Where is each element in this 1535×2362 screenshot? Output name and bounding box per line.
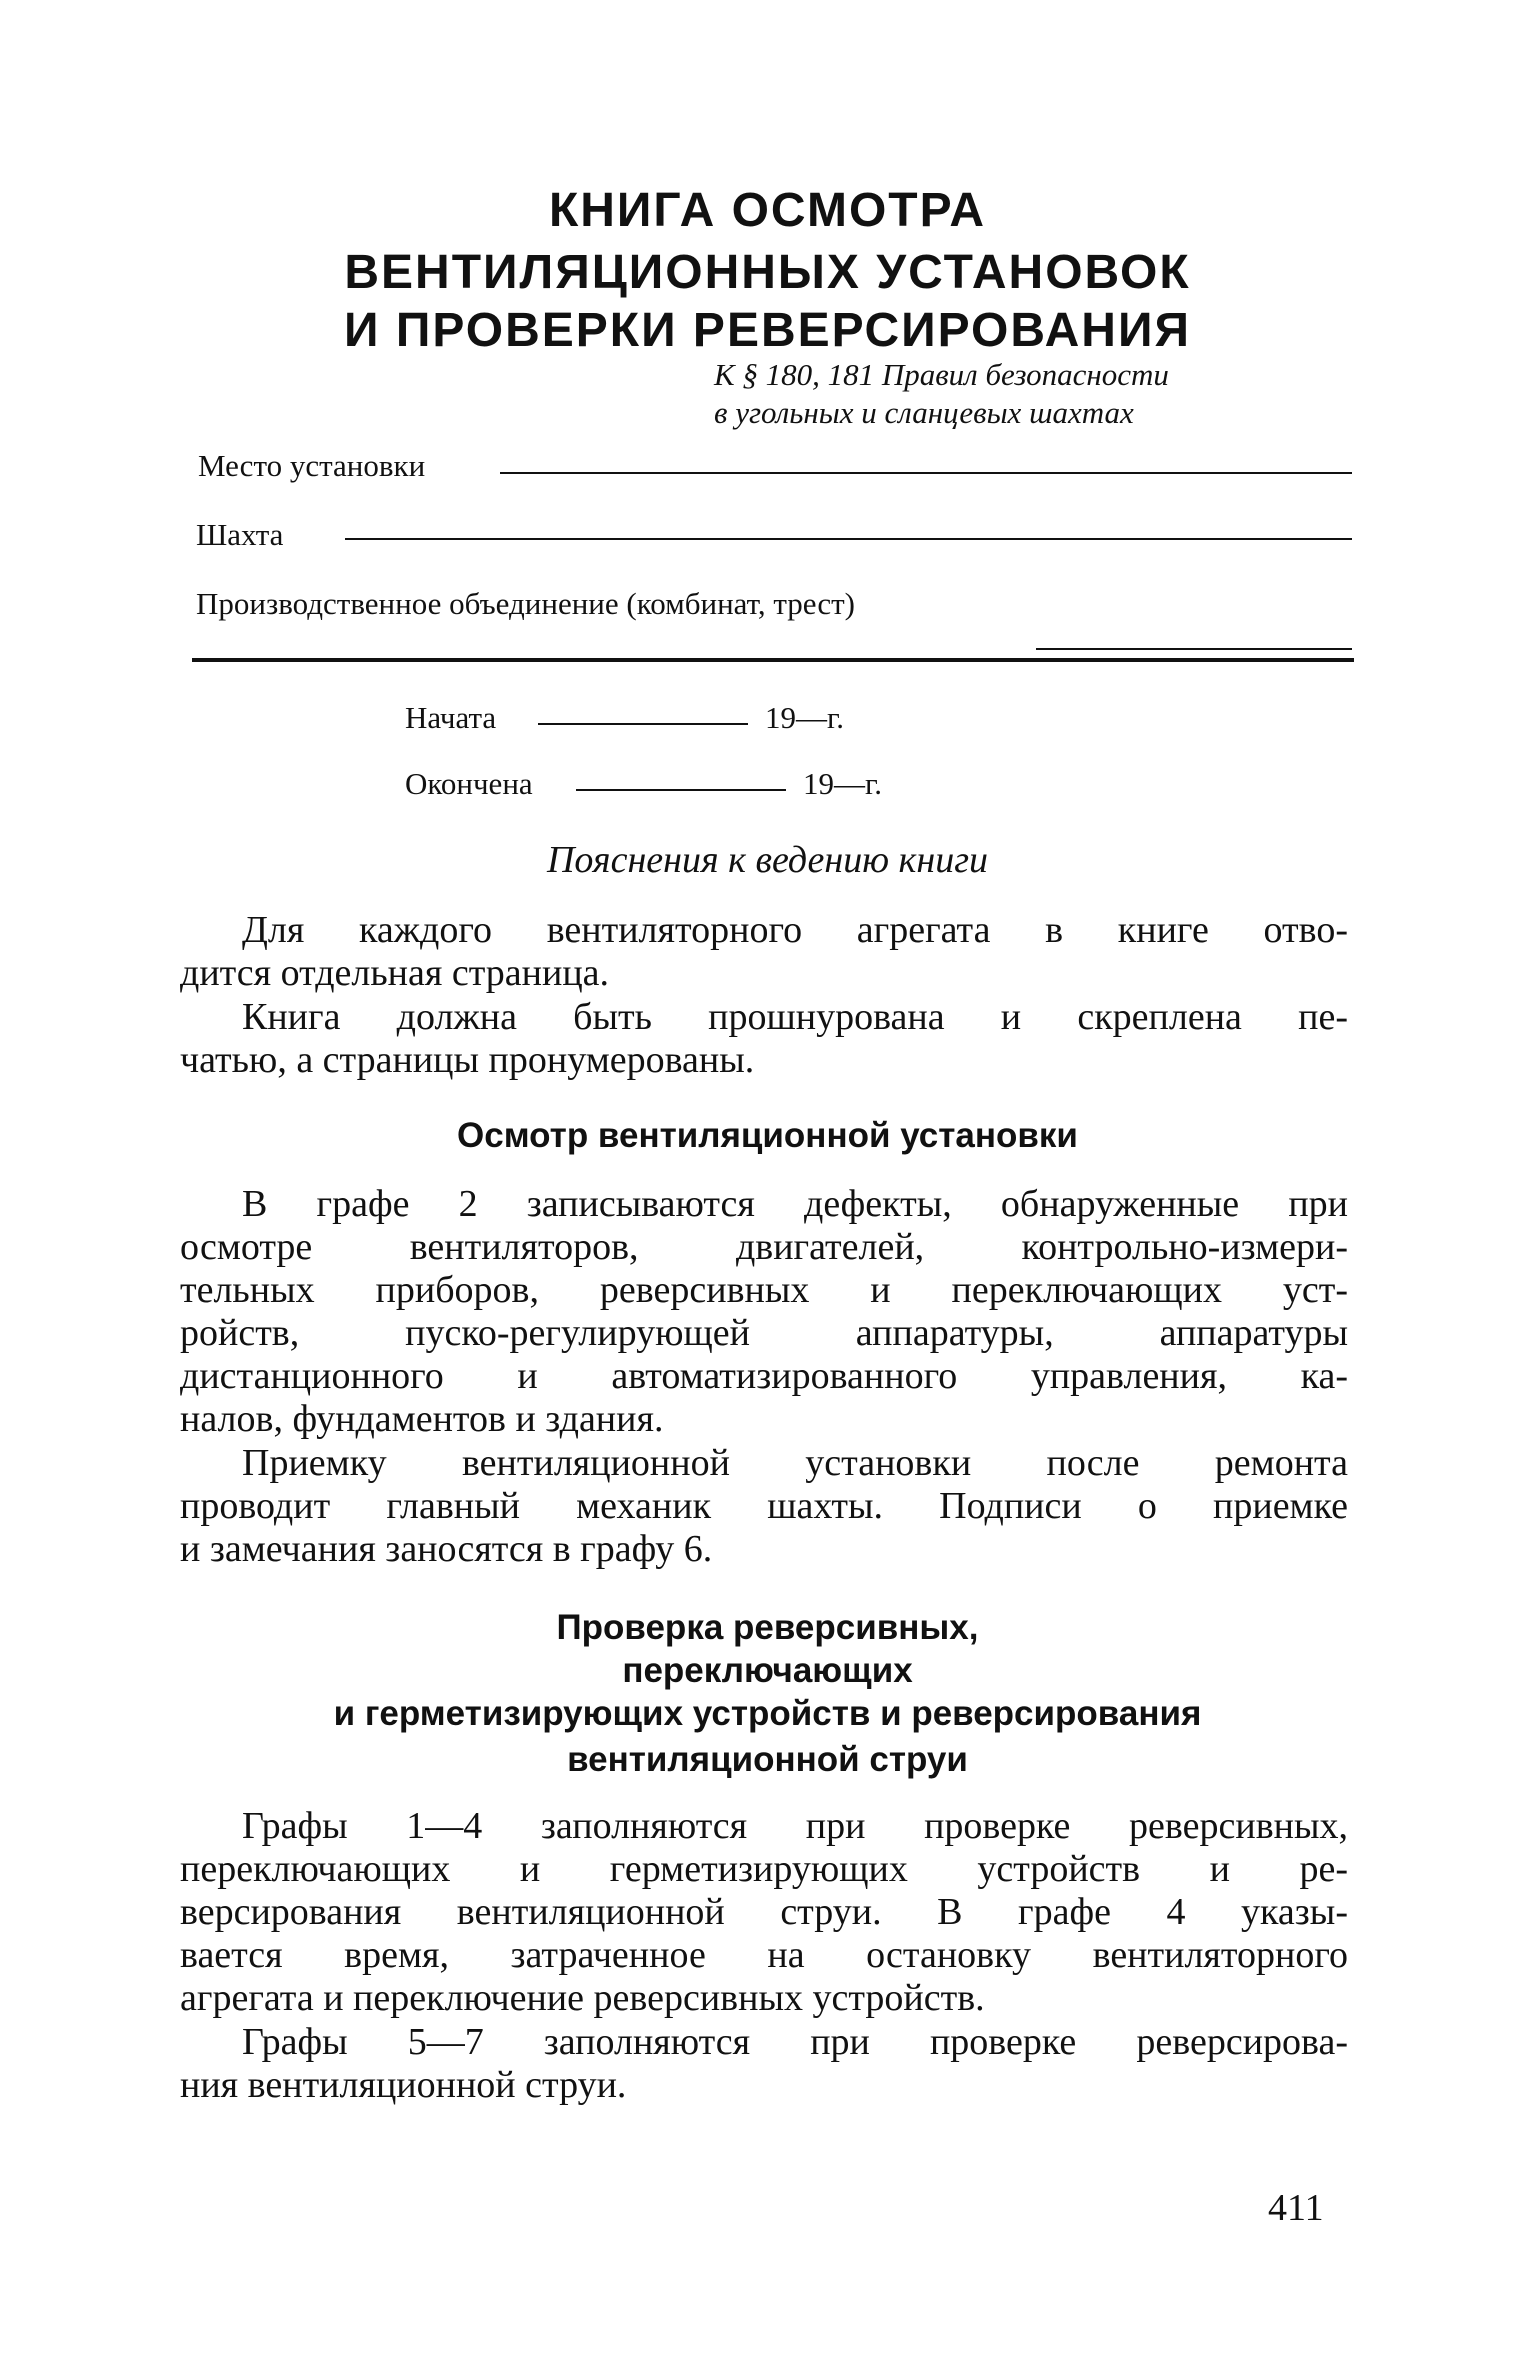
started-blank-line: [538, 723, 748, 725]
paragraph-line: переключающих и герметизирующих устройств и ре-: [180, 1848, 1348, 1890]
inspection-paragraph-1: [180, 1183, 1348, 1441]
title-line-3: И ПРОВЕРКИ РЕВЕРСИРОВАНИЯ: [344, 304, 1191, 357]
started-year: 19—г.: [765, 700, 844, 735]
location-label: Место установки: [198, 448, 426, 483]
inspection-paragraph-2: [180, 1442, 1348, 1571]
paragraph-line: ния вентиляционной струи.: [180, 2064, 627, 2106]
reversing-section-heading-line-2: переключающих: [622, 1651, 913, 1690]
inspection-section-heading: Осмотр вентиляционной установки: [457, 1116, 1078, 1155]
mine-label: Шахта: [196, 517, 284, 552]
location-blank-line: [500, 472, 1352, 474]
page-number: 411: [1268, 2187, 1324, 2229]
paragraph-line: налов, фундаментов и здания.: [180, 1398, 664, 1440]
paragraph-line: В графе 2 записываются дефекты, обнаруженные при: [242, 1183, 1348, 1225]
paragraph-line: Для каждого вентиляторного агрегата в книге отво-: [242, 909, 1348, 951]
paragraph-line: и замечания заносятся в графу 6.: [180, 1528, 713, 1570]
paragraph-line: агрегата и переключение реверсивных устройств.: [180, 1977, 985, 2019]
explanation-paragraph-2: [180, 996, 1348, 1082]
paragraph-line: осмотре вентиляторов, двигателей, контрольно-измери-: [180, 1226, 1348, 1268]
ended-year: 19—г.: [803, 766, 882, 801]
ended-label: Окончена: [405, 766, 533, 801]
reversing-section-heading-line-3: и герметизирующих устройств и реверсирования: [333, 1694, 1202, 1733]
mine-blank-line: [345, 538, 1352, 540]
reversing-paragraph-2: [180, 2021, 1348, 2107]
title-line-2: ВЕНТИЛЯЦИОННЫХ УСТАНОВОК: [344, 246, 1191, 299]
paragraph-line: ройств, пуско-регулирующей аппаратуры, аппаратуры: [180, 1312, 1348, 1354]
paragraph-line: Книга должна быть прошнурована и скреплена пе-: [242, 996, 1348, 1038]
reversing-section-heading-line-4: вентиляционной струи: [567, 1740, 968, 1779]
paragraph-line: чатью, а страницы пронумерованы.: [180, 1039, 755, 1081]
started-label: Начата: [405, 700, 497, 735]
explanation-paragraph-1: [180, 909, 1348, 995]
paragraph-line: Приемку вентиляционной установки после ремонта: [242, 1442, 1348, 1484]
reversing-paragraph-1: [180, 1805, 1348, 2020]
association-blank-line: [1036, 648, 1352, 650]
paragraph-line: Графы 1—4 заполняются при проверке реверсивных,: [242, 1805, 1348, 1847]
explanations-heading: Пояснения к ведению книги: [546, 839, 989, 881]
paragraph-line: вается время, затраченное на остановку вентиляторного: [180, 1934, 1348, 1976]
association-label: Производственное объединение (комбинат, трест): [196, 586, 855, 621]
paragraph-line: дистанционного и автоматизированного управления, ка-: [180, 1355, 1348, 1397]
rules-reference-line-1: К § 180, 181 Правил безопасности: [714, 357, 1169, 392]
paragraph-line: версирования вентиляционной струи. В графе 4 указы-: [180, 1891, 1348, 1933]
paragraph-line: дится отдельная страница.: [180, 952, 610, 994]
rules-reference-line-2: в угольных и сланцевых шахтах: [714, 395, 1134, 430]
reversing-section-heading-line-1: Проверка реверсивных,: [556, 1608, 979, 1647]
paragraph-line: тельных приборов, реверсивных и переключающих уст-: [180, 1269, 1348, 1311]
ended-blank-line: [576, 789, 786, 791]
paragraph-line: проводит главный механик шахты. Подписи о приемке: [180, 1485, 1348, 1527]
paragraph-line: Графы 5—7 заполняются при проверке реверсирова-: [242, 2021, 1348, 2063]
title-line-1: КНИГА ОСМОТРА: [548, 184, 987, 237]
header-separator: [192, 658, 1354, 662]
